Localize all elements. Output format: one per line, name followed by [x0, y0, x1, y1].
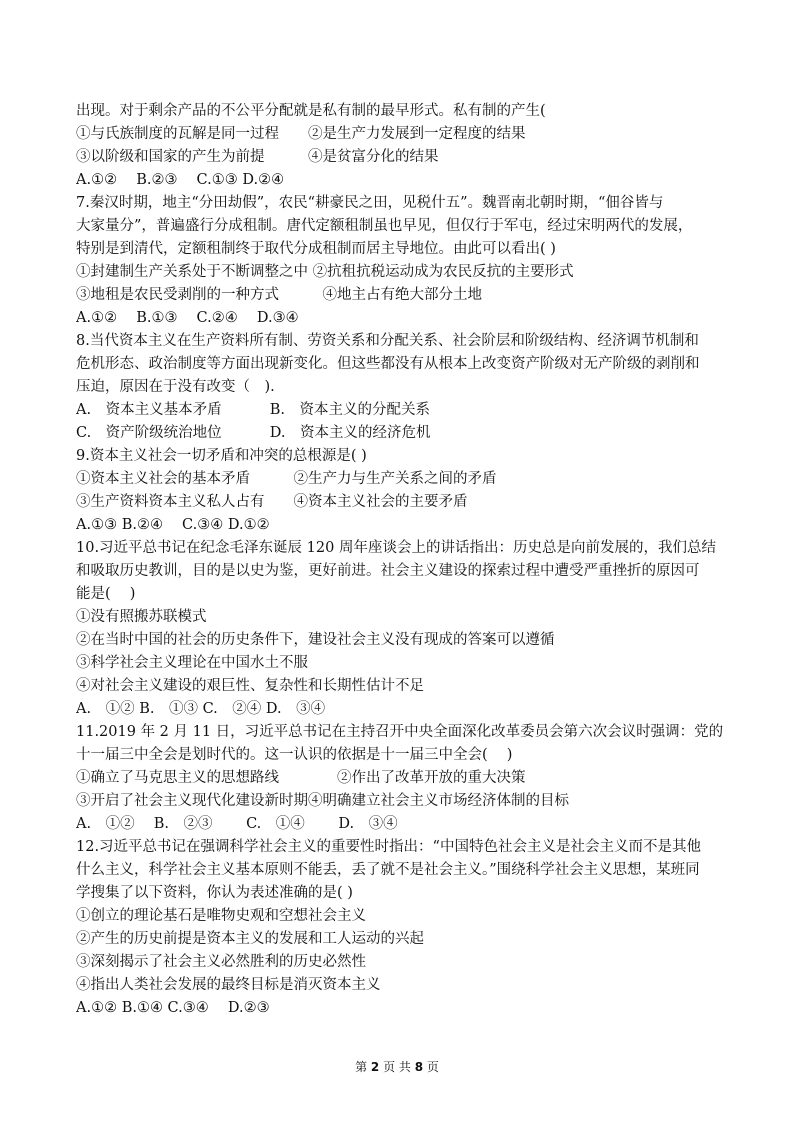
- text-line: 出现。对于剩余产品的不公平分配就是私有制的最早形式。私有制的产生(: [76, 103, 546, 119]
- text-line: 12.习近平总书记在强调科学社会主义的重要性时指出：“中国特色社会主义是社会主义而不是其他: [76, 839, 701, 855]
- text-line: ③地租是农民受剥削的一种方式 ④地主占有绝大部分土地: [76, 287, 482, 303]
- text-line: 和吸取历史教训，目的是以史为鉴，更好前进。社会主义建设的探索过程中遭受严重挫折的原因可: [76, 563, 700, 579]
- text-line: ③深刻揭示了社会主义必然胜利的历史必然性: [76, 954, 366, 970]
- text-line: ③科学社会主义理论在中国水土不服: [76, 655, 308, 671]
- text-line: ①封建制生产关系处于不断调整之中 ②抗租抗税运动成为农民反抗的主要形式: [76, 264, 574, 280]
- text-line: A. ①② B. ②③ C. ①④ D. ③④: [76, 816, 398, 832]
- text-line: 危机形态、政治制度等方面出现新变化。但这些都没有从根本上改变资产阶级对无产阶级的剥削和: [76, 356, 700, 372]
- text-line: 8.当代资本主义在生产资料所有制、劳资关系和分配关系、社会阶层和阶级结构、经济调节机制和: [76, 333, 699, 349]
- text-line: 大家量分”，普遍盛行分成租制。唐代定额租制虽也早见，但仅行于军屯，经过宋明两代的发展，: [76, 218, 693, 234]
- text-line: ①没有照搬苏联模式: [76, 609, 207, 625]
- text-line: ③开启了社会主义现代化建设新时期④明确建立社会主义市场经济体制的目标: [76, 793, 569, 809]
- text-line: 能是( ): [76, 586, 136, 602]
- page-footer: [0, 1059, 794, 1075]
- current-page-number: 2: [370, 1060, 380, 1074]
- text-line: ③以阶级和国家的产生为前提 ④是贫富分化的结果: [76, 149, 439, 165]
- text-line: ③生产资料资本主义私人占有 ④资本主义社会的主要矛盾: [76, 494, 468, 510]
- text-line: ①资本主义社会的基本矛盾 ②生产力与生产关系之间的矛盾: [76, 471, 497, 487]
- footer-suffix: 页: [423, 1060, 439, 1074]
- text-line: A.①② B.②③ C.①③ D.②④: [76, 172, 285, 188]
- total-page-number: 8: [414, 1060, 424, 1074]
- text-line: 9.资本主义社会一切矛盾和冲突的总根源是( ): [76, 448, 367, 464]
- question-text-block: [76, 100, 726, 1020]
- text-line: ②在当时中国的社会的历史条件下，建设社会主义没有现成的答案可以遵循: [76, 632, 555, 648]
- text-line: ②产生的历史前提是资本主义的发展和工人运动的兴起: [76, 931, 424, 947]
- text-line: ①确立了马克思主义的思想路线 ②作出了改革开放的重大决策: [76, 770, 526, 786]
- text-line: 学搜集了以下资料，你认为表述准确的是( ): [76, 885, 353, 901]
- text-line: ①创立的理论基石是唯物史观和空想社会主义: [76, 908, 366, 924]
- text-line: 10.习近平总书记在纪念毛泽东诞辰 120 周年座谈会上的讲话指出：历史总是向前发展的，我们总结: [76, 540, 716, 556]
- footer-middle: 页 共: [379, 1060, 415, 1074]
- text-line: 十一届三中全会是划时代的。这一认识的依据是十一届三中全会( ): [76, 747, 513, 763]
- text-line: 什么主义，科学社会主义基本原则不能丢，丢了就不是社会主义。”围绕科学社会主义思想，某班同: [76, 862, 700, 878]
- text-line: A. 资本主义基本矛盾 B. 资本主义的分配关系: [76, 402, 430, 418]
- text-line: ①与氏族制度的瓦解是同一过程 ②是生产力发展到一定程度的结果: [76, 126, 526, 142]
- text-line: A.①② B.①③ C.②④ D.③④: [76, 310, 299, 326]
- footer-prefix: 第: [355, 1060, 371, 1074]
- text-line: ④对社会主义建设的艰巨性、复杂性和长期性估计不足: [76, 678, 424, 694]
- text-line: 压迫，原因在于没有改变（ ).: [76, 379, 275, 395]
- text-line: 特别是到清代，定额租制终于取代分成租制而居主导地位。由此可以看出( ): [76, 241, 556, 257]
- text-line: A. ①② B. ①③ C. ②④ D. ③④: [76, 701, 326, 717]
- text-line: 11.2019 年 2 月 11 日，习近平总书记在主持召开中央全面深化改革委员会第六次会议时强调：党的: [76, 724, 724, 740]
- text-line: C. 资产阶级统治地位 D. 资本主义的经济危机: [76, 425, 431, 441]
- text-line: ④指出人类社会发展的最终目标是消灭资本主义: [76, 977, 381, 993]
- text-line: A.①③ B.②④ C.③④ D.①②: [76, 517, 270, 533]
- text-line: A.①② B.①④ C.③④ D.②③: [76, 1000, 270, 1016]
- text-line: 7.秦汉时期，地主“分田劫假”，农民“耕豪民之田，见税什五”。魏晋南北朝时期，“佃谷皆与: [76, 195, 664, 211]
